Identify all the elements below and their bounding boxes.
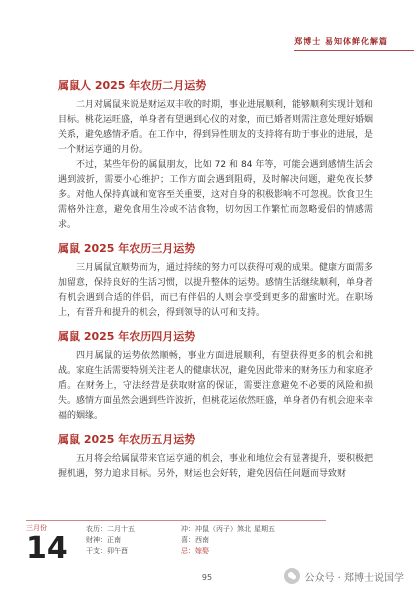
paragraph: 五月将会给属鼠带来官运亨通的机会，事业和地位会有显著提升，要积极把握机遇，努力追求目标。另外，财运也会好转，避免因信任问题而导致财 <box>58 454 374 479</box>
section-may <box>58 432 373 482</box>
wechat-icon <box>284 568 300 584</box>
paragraph: 四月属鼠的运势依然顺畅，事业方面进展顺利，有望获得更多的机会和挑战。家庭生活需要特别关注老人的健康状况，避免因此带来的财务压力和家庭矛盾。在财务上，守法经营是获取财富的保证，需要注意避免不必要的风险和损失。感情方面虽然会遇到些许波折，但桃花运依然旺盛，单身者仍有机会迎来幸福的姻缘。 <box>58 351 374 421</box>
weekday: 星期五 <box>254 525 275 533</box>
section-apr <box>58 329 373 424</box>
divider <box>26 520 326 521</box>
calendar-info-right <box>254 524 275 535</box>
calendar-info-mid <box>181 524 251 557</box>
lunar-date: 农历：二月十五 <box>86 525 135 533</box>
calendar-strip <box>26 520 326 572</box>
article-body <box>58 78 373 490</box>
clash-info: 冲：冲鼠（丙子）煞北 <box>181 525 251 533</box>
header-title: 郑博士 易知体鲜化解篇 <box>294 34 414 51</box>
paragraph: 不过，某些年份的属鼠朋友，比如 72 和 84 年等，可能会遇到感情生活会遇到波折，需要小心维护；工作方面会遇到阻碍，及时解决问题，避免夜长梦多。对他人保持真诚和宽容至关重要，这对自身的积极影响不可忽视。饮食卫生需格外注意，避免食用生冷或不洁食物，切勿因工作繁忙而忽略爱侣的情感需求。 <box>58 160 374 230</box>
wealth-direction: 财神：正南 <box>86 536 121 544</box>
avoid-info: 忌：嫁娶 <box>181 547 209 555</box>
section-title: 属鼠 2025 年农历五月运势 <box>58 433 196 446</box>
calendar-info-left <box>86 524 135 557</box>
page-header <box>0 30 414 54</box>
paragraph: 三月属鼠宜顺势而为，通过持续的努力可以获得可观的成果。健康方面需多加留意，保持良好的生活习惯，以提升整体的运势。感情生活继续顺利，单身者有机会遇到合适的伴侣，而已有伴侣的人则会享受到更多的甜蜜时光。在职场上，有晋升和提升的机会，得到领导的认可和支持。 <box>58 263 374 318</box>
paragraph: 二月对属鼠来说是财运双丰收的时期，事业进展顺利，能够顺利实现计划和目标。桃花运旺盛，单身者有望遇到心仪的对象，而已婚者则需注意处理好婚姻关系，避免感情矛盾。在工作中，得到异性朋友的支持将有助于事业的进展，是一个财运亨通的月份。 <box>58 100 374 155</box>
watermark <box>284 568 404 584</box>
calendar-day: 14 <box>26 531 68 566</box>
calendar-month: 三月份 <box>26 524 47 532</box>
section-title: 属鼠 2025 年农历三月运势 <box>58 242 196 255</box>
ganzhi: 干支：卯午酉 <box>86 547 128 555</box>
section-title: 属鼠人 2025 年农历二月运势 <box>58 79 207 92</box>
section-title: 属鼠 2025 年农历四月运势 <box>58 330 196 343</box>
favorable-direction: 喜：西南 <box>181 536 209 544</box>
section-feb <box>58 78 373 233</box>
page-number: 95 <box>201 573 213 582</box>
section-mar <box>58 241 373 321</box>
watermark-text: 公众号 · 郑博士说国学 <box>304 572 404 584</box>
